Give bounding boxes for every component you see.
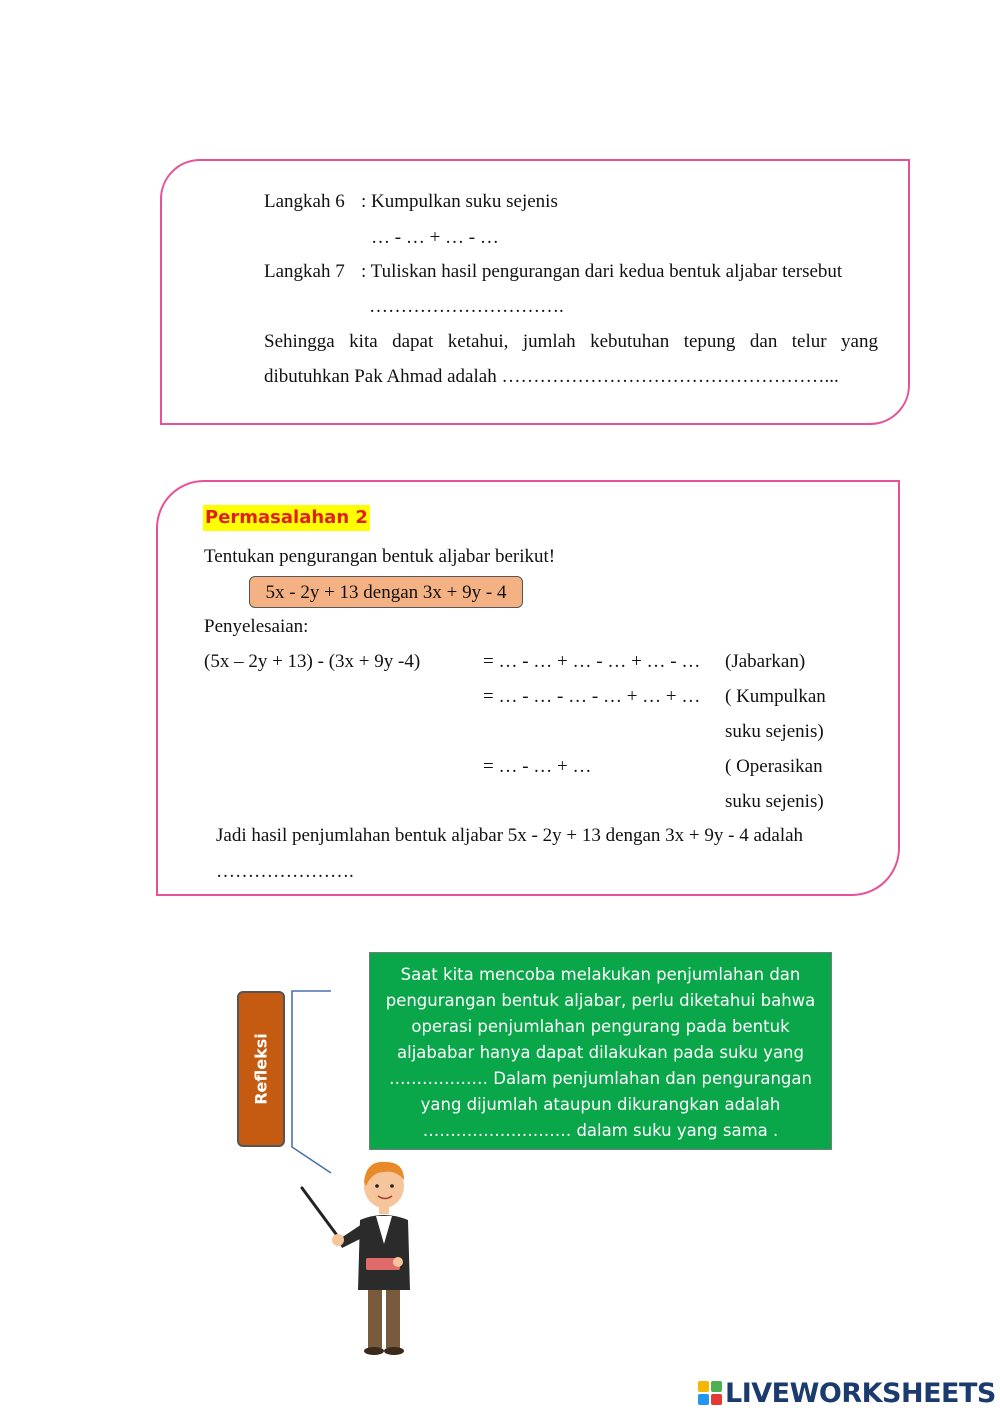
conclusion-line-1: Sehingga kita dapat ketahui, jumlah kebutuhan tepung dan telur yang bbox=[264, 331, 878, 352]
teacher-illustration bbox=[296, 1158, 426, 1358]
solution-row3-equation[interactable]: = … - … + … bbox=[483, 756, 592, 777]
reflection-line: aljababar hanya dapat dilakukan pada suku yang bbox=[397, 1043, 804, 1062]
solution-label: Penyelesaian: bbox=[204, 616, 309, 637]
solution-lhs: (5x – 2y + 13) - (3x + 9y -4) bbox=[204, 651, 421, 672]
step6-text: : Kumpulkan suku sejenis bbox=[361, 191, 558, 212]
solution-row1-note: (Jabarkan) bbox=[725, 651, 806, 672]
reflection-line: pengurangan bentuk aljabar, perlu diketahui bahwa bbox=[385, 991, 816, 1010]
liveworksheets-logo-icon bbox=[698, 1381, 722, 1405]
solution-row3-note-cont: suku sejenis) bbox=[725, 791, 824, 812]
final-answer-line-1: Jadi hasil penjumlahan bentuk aljabar 5x - 2y + 13 dengan 3x + 9y - 4 adalah bbox=[216, 825, 804, 846]
solution-row2-note: ( Kumpulkan bbox=[725, 686, 826, 707]
reflection-tab-label: Refleksi bbox=[251, 1033, 271, 1105]
step7-label: Langkah 7 bbox=[264, 261, 345, 282]
solution-row1-equation[interactable]: = … - … + … - … + … - … bbox=[483, 651, 701, 672]
final-answer-blank[interactable]: …………………. bbox=[216, 861, 354, 882]
reflection-line: operasi penjumlahan pengurang pada bentuk bbox=[411, 1017, 790, 1036]
step6-answer-blank[interactable]: … - … + … - … bbox=[371, 227, 499, 248]
problem-expression: 5x - 2y + 13 dengan 3x + 9y - 4 bbox=[249, 576, 523, 608]
brand-name: LIVEWORKSHEETS bbox=[725, 1377, 996, 1409]
conclusion-line-2[interactable]: dibutuhkan Pak Ahmad adalah ……………………………………………... bbox=[264, 366, 839, 387]
problem-instruction: Tentukan pengurangan bentuk aljabar berikut! bbox=[204, 546, 556, 567]
step7-answer-blank[interactable]: …………………………. bbox=[369, 296, 564, 317]
reflection-box bbox=[369, 952, 832, 1150]
solution-row2-note-cont: suku sejenis) bbox=[725, 721, 824, 742]
solution-row3-note: ( Operasikan bbox=[725, 756, 823, 777]
step6-label: Langkah 6 bbox=[264, 191, 345, 212]
problem-heading: Permasalahan 2 bbox=[203, 505, 370, 531]
reflection-line[interactable]: ……………… Dalam penjumlahan dan pengurangan bbox=[389, 1069, 812, 1088]
solution-row2-equation[interactable]: = … - … - … - … + … + … bbox=[483, 686, 701, 707]
reflection-line: yang dijumlah ataupun dikurangkan adalah bbox=[420, 1095, 781, 1114]
step7-text: : Tuliskan hasil pengurangan dari kedua bentuk aljabar tersebut bbox=[361, 261, 843, 282]
reflection-tab bbox=[237, 991, 285, 1147]
reflection-bracket bbox=[286, 985, 376, 1180]
reflection-line: Saat kita mencoba melakukan penjumlahan dan bbox=[400, 965, 801, 984]
liveworksheets-logo bbox=[698, 1378, 996, 1408]
reflection-line[interactable]: ……………………… dalam suku yang sama . bbox=[422, 1121, 779, 1140]
